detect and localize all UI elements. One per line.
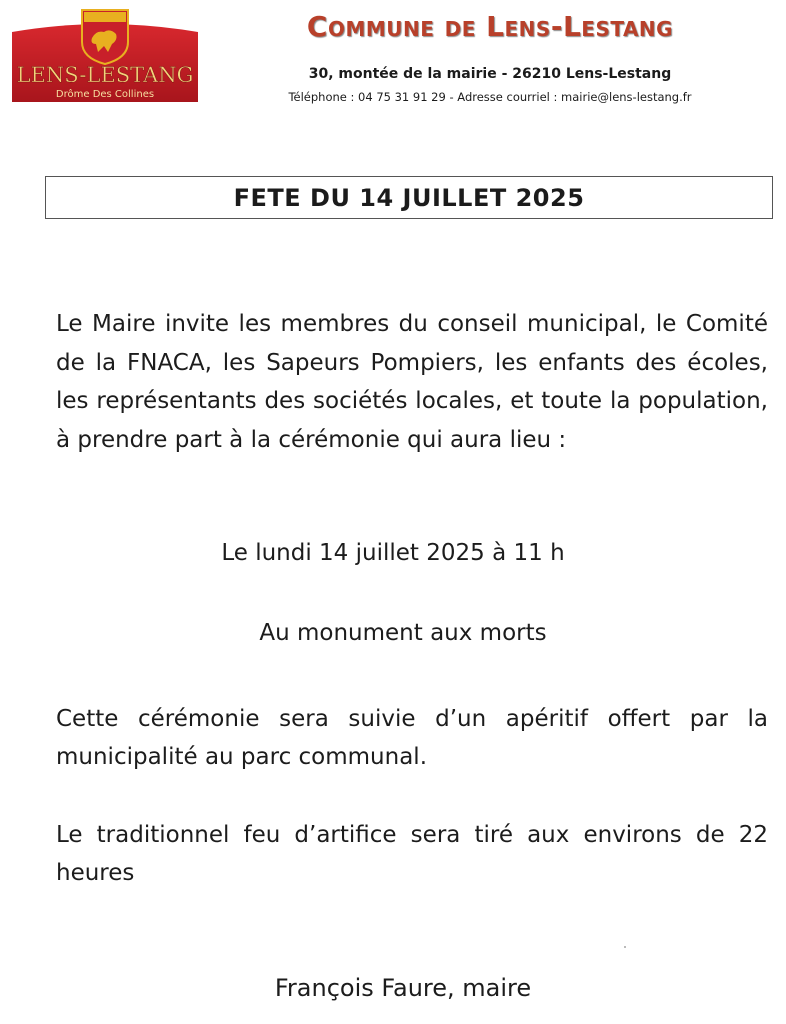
commune-contact: Téléphone : 04 75 31 91 29 - Adresse courriel : mairie@lens-lestang.fr [288, 90, 692, 104]
fireworks-paragraph: Le traditionnel feu d’artifice sera tiré aux environs de 22 heures [56, 822, 768, 886]
commune-title: Commune de Lens-Lestang [306, 10, 674, 43]
shield-chief-icon [84, 12, 126, 22]
invitation-paragraph: Le Maire invite les membres du conseil municipal, le Comité de la FNACA, les Sapeurs Pompiers, les enfants des écoles, les représentants des sociétés locales, et toute la population, à prendre part à la cérémonie qui aura lieu : [56, 311, 768, 453]
event-title: FETE DU 14 JUILLET 2025 [233, 183, 585, 212]
aperitif-paragraph: Cette cérémonie sera suivie d’un apéritif offert par la municipalité au parc communal. [56, 706, 768, 770]
logo-graphic [10, 8, 200, 104]
ceremony-place: Au monument aux morts [259, 620, 547, 646]
commune-logo [10, 8, 200, 104]
logo-name: LENS-LESTANG [16, 63, 194, 87]
mayor-signature: François Faure, maire [274, 974, 532, 1002]
commune-address: 30, montée de la mairie - 26210 Lens-Lestang [308, 66, 672, 82]
logo-tagline: Drôme Des Collines [55, 89, 155, 100]
ceremony-date: Le lundi 14 juillet 2025 à 11 h [221, 540, 565, 566]
event-title-box [45, 176, 773, 219]
scan-speck [624, 946, 626, 948]
